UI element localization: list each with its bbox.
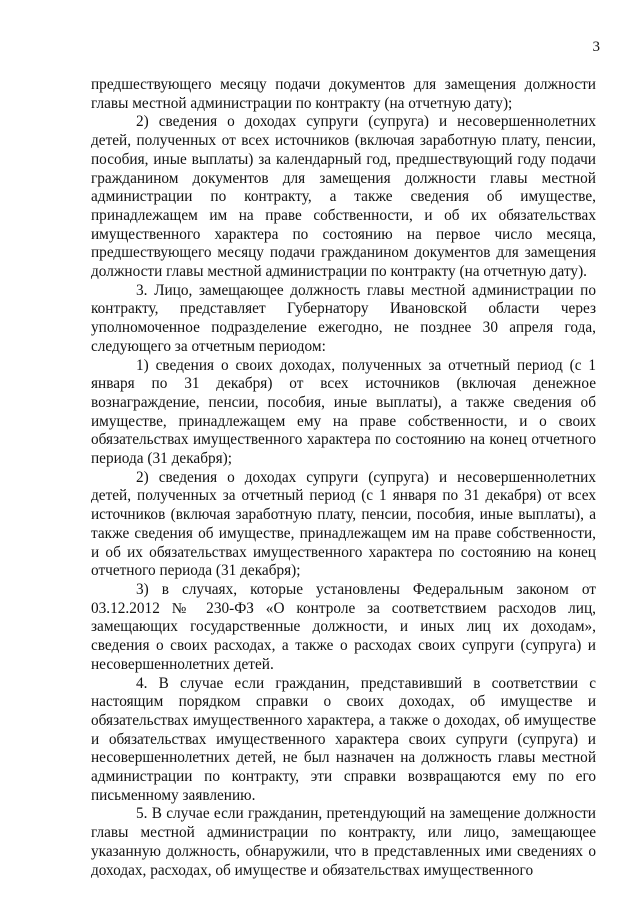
document-body: [91, 76, 596, 880]
paragraph-section-3: 3. Лицо, замещающее должность главы местной администрации по контракту, представляет Губернатору Ивановской области через уполномоченное подразделение ежегодно, не позднее 30 апреля года, следующего за отчетным периодом:: [91, 281, 596, 355]
paragraph-continuation: предшествующего месяцу подачи документов для замещения должности главы местной администрации по контракту (на отчетную дату);: [91, 76, 596, 112]
paragraph-section-3-item-3: 3) в случаях, которые установлены Федеральным законом от 03.12.2012 № 230-ФЗ «О контроле за соответствием расходов лиц, замещающих государственные должности, и иных лиц их доходам», сведения о своих расходах, а также о расходах своих супруги (супруга) и несовершеннолетних детей.: [91, 580, 596, 673]
paragraph-section-3-item-2: 2) сведения о доходах супруги (супруга) и несовершеннолетних детей, полученных за отчетный период (с 1 января по 31 декабря) от всех источников (включая заработную плату, пенсии, пособия, иные выплаты), а также сведения об имуществе, принадлежащем им на праве собственности, и об их обязательствах имущественного характера по состоянию на конец отчетного периода (31 декабря);: [91, 468, 596, 580]
paragraph-section-4: 4. В случае если гражданин, представивший в соответствии с настоящим порядком справки о своих доходах, об имуществе и обязательствах имущественного характера, а также о доходах, об имуществе и обязательствах имущественного характера своих супруги (супруга) и несовершеннолетних детей, не был назначен на должность главы местной администрации по контракту, эти справки возвращаются ему по его письменному заявлению.: [91, 674, 596, 804]
paragraph-section-3-item-1: 1) сведения о своих доходах, полученных за отчетный период (с 1 января по 31 декабря) от всех источников (включая денежное вознаграждение, пенсии, пособия, иные выплаты), а также сведения об имуществе, принадлежащем ему на праве собственности, и о своих обязательствах имущественного характера по состоянию на конец отчетного периода (31 декабря);: [91, 356, 596, 468]
paragraph-section-5: 5. В случае если гражданин, претендующий на замещение должности главы местной администрации по контракту, или лицо, замещающее указанную должность, обнаружили, что в представленных ими сведениях о доходах, расходах, об имуществе и обязательствах имущественного: [91, 805, 596, 879]
page-number: 3: [592, 39, 600, 55]
paragraph-item-2-spouse-income: 2) сведения о доходах супруги (супруга) и несовершеннолетних детей, полученных от всех источников (включая заработную плату, пенсии, пособия, иные выплаты) за календарный год, предшествующий году подачи гражданином документов для замещения должности главы местной администрации по контракту, а также сведения об имуществе, принадлежащем им на праве собственности, и об их обязательствах имущественного характера по состоянию на первое число месяца, предшествующего месяцу подачи гражданином документов для замещения должности главы местной администрации по контракту (на отчетную дату).: [91, 113, 596, 281]
